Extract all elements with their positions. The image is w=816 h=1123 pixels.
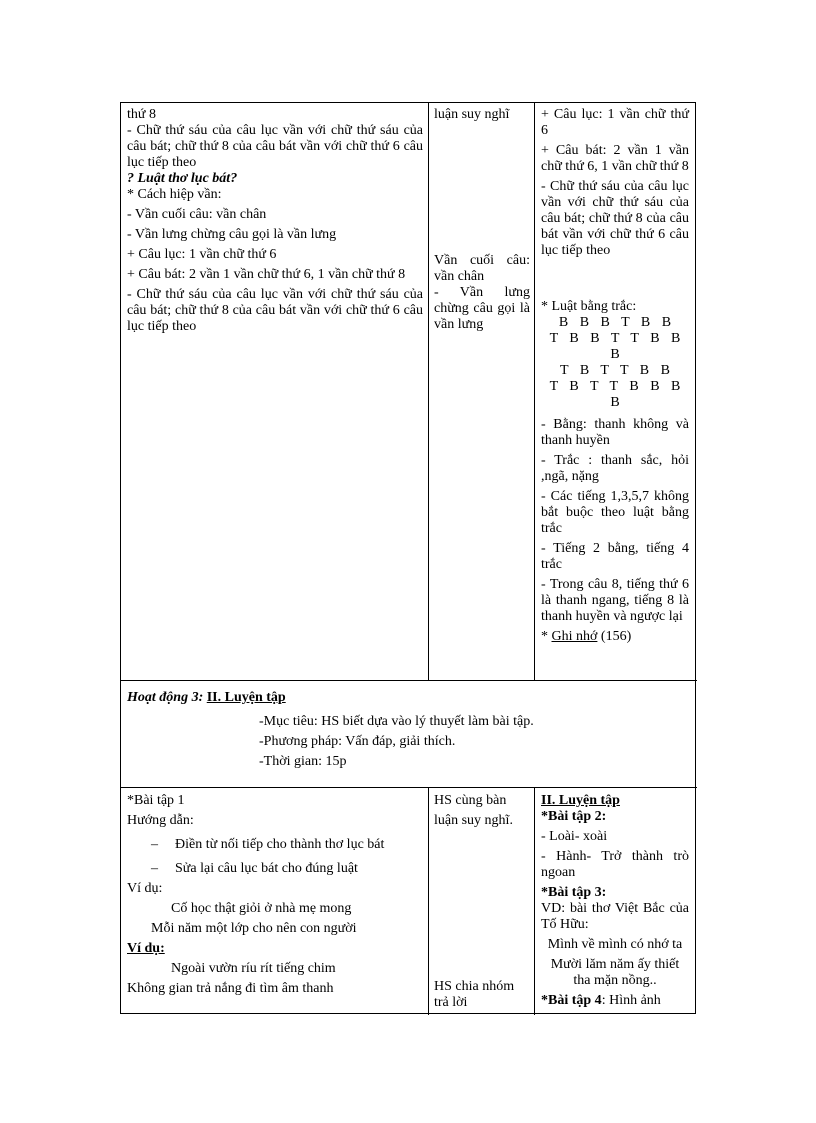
text-line: - Vần lưng chừng câu gọi là vần lưng	[127, 227, 337, 242]
col-divider	[534, 787, 535, 1015]
row1-col2-top	[434, 107, 530, 123]
poem-line: Cố học thật giỏi ở nhà mẹ mong	[171, 901, 352, 916]
ghi-nho-link: Ghi nhớ	[551, 629, 598, 644]
ghi-nho-prefix: *	[541, 629, 552, 644]
ghi-nho-page: (156)	[597, 629, 632, 644]
ghi-nho-line	[541, 629, 689, 645]
exercise-title: *Bài tập 2:	[541, 809, 607, 824]
row-divider	[121, 787, 697, 788]
row1-col3	[541, 107, 689, 645]
question-heading: ? Luật thơ lục bát?	[127, 171, 238, 186]
text-line: Hướng dẫn:	[127, 813, 194, 828]
text-line: * Cách hiệp vần:	[127, 187, 222, 202]
row3-col2-top	[434, 791, 530, 831]
col-divider	[428, 787, 429, 1015]
text-line: + Câu bát: 2 vần 1 vần chữ thứ 6, 1 vần chữ thứ 8	[127, 267, 406, 282]
row1-col1	[127, 107, 423, 335]
row-divider	[121, 680, 697, 681]
text-line: luận suy nghĩ	[434, 107, 510, 122]
section-title: II. Luyện tập	[206, 690, 286, 705]
col-divider	[428, 103, 429, 680]
lesson-table	[120, 102, 696, 1014]
text-line: - Hành- Trở thành trò ngoan	[541, 849, 689, 880]
exercise-title: *Bài tập 4	[541, 993, 602, 1008]
law-line: T B B T T B B	[549, 331, 681, 346]
objective-line: -Mục tiêu: HS biết dựa vào lý thuyết làm bài tập.	[259, 714, 534, 729]
text-line: - Trong câu 8, tiếng thứ 6 là thanh ngang, tiếng 8 là thanh huyền và ngược lại	[541, 577, 689, 624]
poem-line: Mỗi năm một lớp cho nên con người	[151, 921, 357, 936]
exercise-title: *Bài tập 3:	[541, 885, 607, 900]
text-line: - Các tiếng 1,3,5,7 không bắt buộc theo luật bằng trắc	[541, 489, 689, 536]
text-line: HS cùng bàn luận suy nghĩ.	[434, 793, 513, 828]
text-line: *Bài tập 1	[127, 793, 185, 808]
text-line: - Vần lưng chừng câu gọi là vần lưng	[434, 285, 530, 332]
poem-line: Mười lăm năm ấy thiết tha mặn nồng..	[550, 957, 680, 988]
text-line: - Chữ thứ sáu của câu lục vần với chữ thứ sáu của câu bát; chữ thứ 8 của câu bát vần với chữ thứ 6 câu lục tiếp theo	[127, 287, 423, 334]
poem-line: Không gian trả nắng đi tìm âm thanh	[127, 981, 334, 996]
text-line: HS chia nhóm trả lời	[434, 979, 515, 1010]
bullet-item: – Điền từ nối tiếp cho thành thơ lục bát	[151, 837, 385, 852]
section-title: II. Luyện tập	[541, 793, 620, 808]
poem-line: Mình về mình có nhớ ta	[547, 937, 683, 952]
row1-col2-mid	[434, 253, 530, 333]
col-divider	[534, 103, 535, 680]
text-line: + Câu lục: 1 vần chữ thứ 6	[127, 247, 277, 262]
text-line: - Tiếng 2 bằng, tiếng 4 trắc	[541, 541, 689, 572]
example-label: Ví dụ:	[127, 881, 163, 896]
time-line: -Thời gian: 15p	[259, 754, 347, 769]
bullet-item: – Sửa lại câu lục bát cho đúng luật	[151, 861, 358, 876]
law-line: T B T T B B	[560, 363, 670, 378]
law-line: B	[610, 395, 620, 410]
text-line: - Bằng: thanh không và thanh huyền	[541, 417, 689, 448]
activity-label: Hoạt động 3:	[127, 690, 204, 705]
activity3-header	[127, 690, 687, 706]
text-line: VD: bài thơ Việt Bắc của Tố Hữu:	[541, 901, 689, 932]
text-line: Vần cuối câu: vần chân	[434, 253, 530, 284]
row3-col1	[127, 791, 423, 999]
activity3-details	[259, 712, 679, 772]
text-line: + Câu lục: 1 vần chữ thứ 6	[541, 107, 689, 138]
poem-line: Ngoài vườn ríu rít tiếng chim	[171, 961, 336, 976]
law-title: * Luật bằng trắc:	[541, 299, 637, 314]
text-line: - Loài- xoài	[541, 829, 608, 844]
text-line: - Trắc : thanh sắc, hỏi ,ngã, nặng	[541, 453, 689, 484]
text-line: - Chữ thứ sáu của câu lục vần với chữ thứ sáu của câu bát; chữ thứ 8 của câu bát vần với chữ thứ 6 câu lục tiếp theo	[541, 179, 689, 258]
exercise-4-line: *Bài tập 4: Hình ảnh	[541, 993, 661, 1008]
law-line: B	[610, 347, 620, 362]
method-line: -Phương pháp: Vấn đáp, giải thích.	[259, 734, 456, 749]
text-line: thứ 8	[127, 107, 156, 122]
row3-col3	[541, 793, 689, 1011]
law-line: T B T T B B B	[549, 379, 681, 394]
row3-col2-bottom	[434, 979, 530, 1011]
text-line: - Vần cuối câu: vần chân	[127, 207, 267, 222]
text-line: + Câu bát: 2 vần 1 vần chữ thứ 6, 1 vần chữ thứ 8	[541, 143, 689, 174]
text-line: - Chữ thứ sáu của câu lục vần với chữ thứ sáu của câu bát; chữ thứ 8 của câu bát vần với chữ thứ 6 câu lục tiếp theo	[127, 123, 423, 170]
law-line: B B B T B B	[558, 315, 672, 330]
example-label: Ví dụ:	[127, 941, 165, 956]
